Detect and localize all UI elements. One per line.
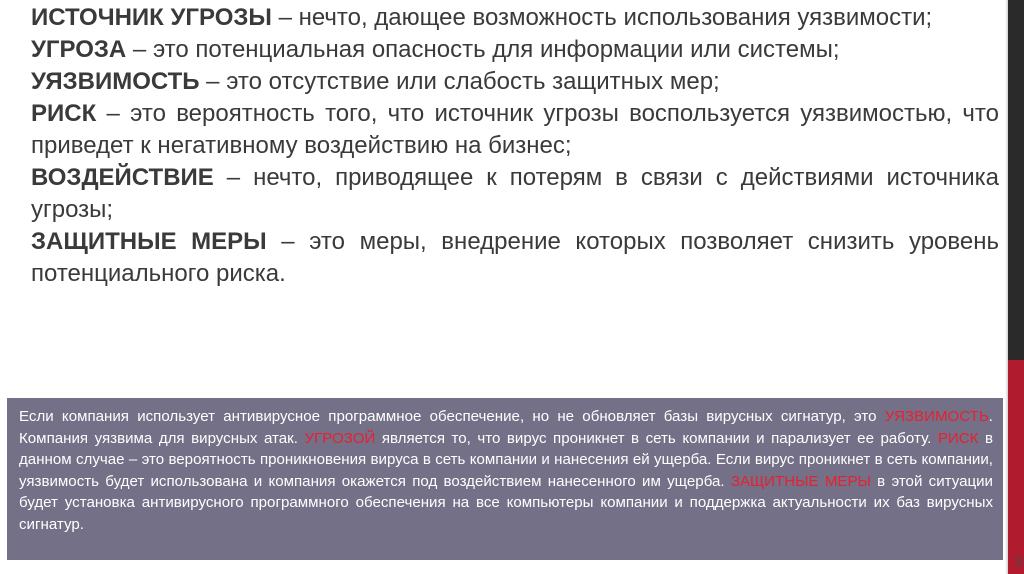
definition-term: ЗАЩИТНЫЕ МЕРЫ bbox=[31, 228, 267, 255]
example-text-part: . Компания уязвима для вирусных атак. bbox=[19, 408, 993, 447]
example-box bbox=[7, 398, 1003, 560]
definition-term: УГРОЗА bbox=[31, 36, 127, 63]
definition-text: – нечто, приводящее к потерям в связи с действиями источника угрозы; bbox=[31, 164, 999, 223]
definition-text: – это потенциальная опасность для информации или системы; bbox=[126, 36, 840, 63]
right-decorative-stripe bbox=[1008, 0, 1024, 574]
example-text-part: Если компания использует антивирусное программное обеспечение, но не обновляет базы вирусных сигнатур, это bbox=[19, 408, 885, 425]
highlight-threat: УГРОЗОЙ bbox=[304, 429, 376, 447]
example-text-part: в этой ситуации будет установка антивирусного программного обеспечения на все компьютеры компании и поддержка актуальности их баз вирусных сигнатур. bbox=[19, 472, 993, 533]
example-text bbox=[19, 406, 993, 535]
definition-impact bbox=[31, 162, 999, 226]
page-number: 3 bbox=[1014, 553, 1022, 569]
definition-text: – нечто, дающее возможность использования уязвимости; bbox=[271, 4, 933, 31]
definition-risk bbox=[31, 98, 999, 162]
definition-vulnerability bbox=[31, 66, 999, 98]
example-text-part: в данном случае – это вероятность проникновения вируса в сеть компании и нанесения ей ущерба. Если вирус проникнет в сеть компании, уязвимость будет использована и компания окажется под воздействием нанесенного им ущерба. bbox=[19, 429, 993, 490]
highlight-safeguards: ЗАЩИТНЫЕ МЕРЫ bbox=[730, 472, 871, 490]
highlight-risk: РИСК bbox=[937, 429, 979, 447]
definition-term: УЯЗВИМОСТЬ bbox=[31, 68, 200, 95]
definition-text: – это отсутствие или слабость защитных мер; bbox=[199, 68, 720, 95]
definition-term: ВОЗДЕЙСТВИЕ bbox=[31, 164, 214, 191]
definition-safeguards bbox=[31, 226, 999, 290]
definitions-list bbox=[31, 2, 999, 290]
definition-threat-source bbox=[31, 2, 999, 34]
example-text-part: является то, что вирус проникнет в сеть компании и парализует ее работу. bbox=[375, 429, 938, 447]
highlight-vulnerability: УЯЗВИМОСТЬ bbox=[884, 408, 989, 425]
definition-text: – это меры, внедрение которых позволяет снизить уровень потенциального риска. bbox=[31, 228, 999, 287]
definition-threat bbox=[31, 34, 999, 66]
definition-term: ИСТОЧНИК УГРОЗЫ bbox=[31, 4, 272, 31]
definition-term: РИСК bbox=[31, 100, 97, 127]
definition-text: – это вероятность того, что источник угрозы воспользуется уязвимостью, что приведет к негативному воздействию на бизнес; bbox=[31, 100, 999, 159]
